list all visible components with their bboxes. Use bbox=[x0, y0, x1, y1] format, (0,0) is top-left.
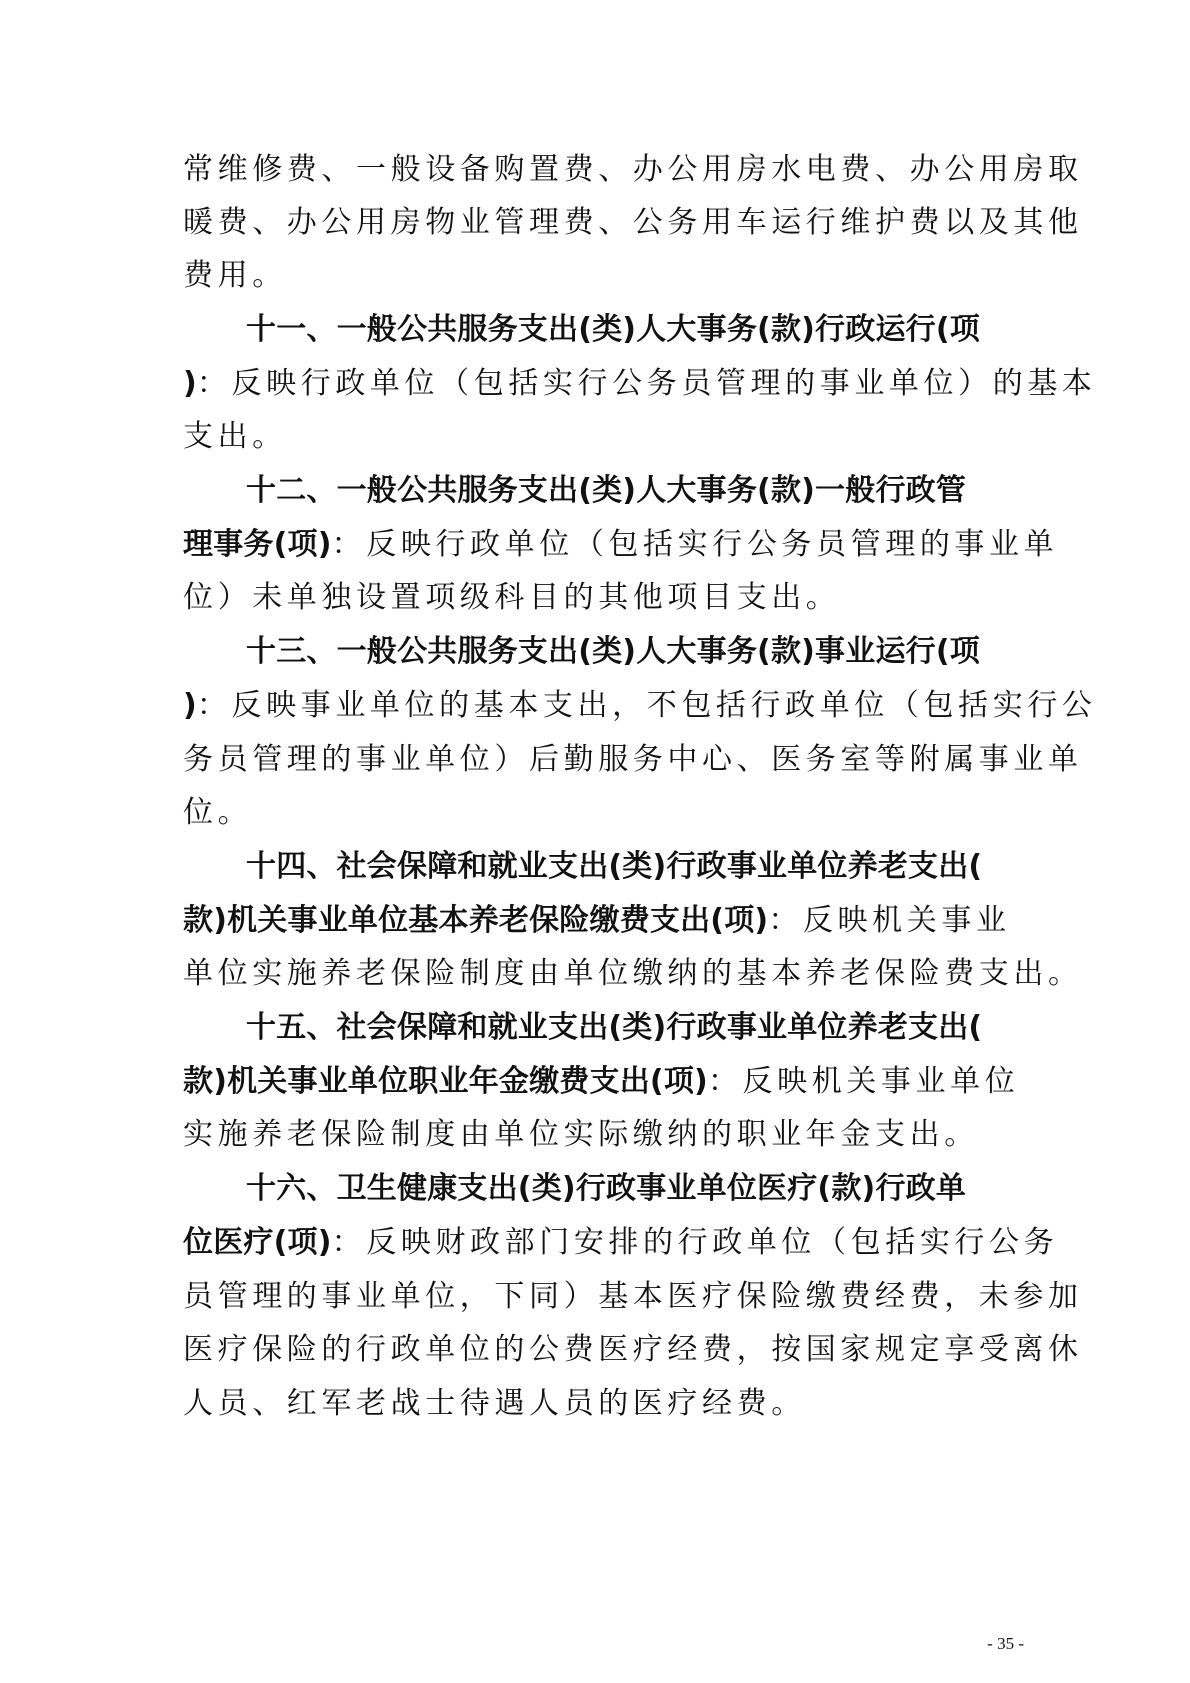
body-text-segment: ：反映机关事业单位 bbox=[707, 1064, 1020, 1099]
body-text-segment: 务员管理的事业单位）后勤服务中心、医务室等附属事业单 bbox=[183, 742, 1083, 777]
heading-text: ) bbox=[183, 688, 197, 723]
text-line bbox=[183, 1117, 979, 1153]
body-text-segment: ：反映行政单位（包括实行公务员管理的事业单 bbox=[331, 527, 1059, 562]
text-line bbox=[183, 956, 1083, 992]
text-line bbox=[183, 1279, 1083, 1315]
heading-text: 十六、卫生健康支出(类)行政事业单位医疗(款)行政单 bbox=[246, 1171, 967, 1206]
paragraph-heading-line bbox=[246, 634, 980, 670]
body-text-segment: ：反映财政部门安排的行政单位（包括实行公务 bbox=[331, 1225, 1059, 1260]
text-line bbox=[183, 795, 252, 831]
text-line bbox=[183, 366, 1097, 402]
text-line bbox=[183, 1332, 1083, 1368]
body-text-segment: 支出。 bbox=[183, 419, 287, 454]
body-text-segment: ：反映机关事业 bbox=[768, 903, 1011, 938]
body-text-segment: 实施养老保险制度由单位实际缴纳的职业年金支出。 bbox=[183, 1117, 979, 1152]
text-line bbox=[183, 152, 1083, 188]
body-text-segment: 员管理的事业单位，下同）基本医疗保险缴费经费，未参加 bbox=[183, 1279, 1083, 1314]
heading-text: 十四、社会保障和就业支出(类)行政事业单位养老支出( bbox=[246, 849, 983, 884]
paragraph-heading-line bbox=[246, 312, 980, 348]
text-line bbox=[183, 258, 287, 294]
body-text-segment: 人员、红军老战士待遇人员的医疗经费。 bbox=[183, 1386, 806, 1421]
body-text-segment: ：反映行政单位（包括实行公务员管理的事业单位）的基本 bbox=[196, 366, 1097, 401]
body-text-segment: ：反映事业单位的基本支出，不包括行政单位（包括实行公 bbox=[196, 688, 1097, 723]
text-line bbox=[183, 903, 1011, 939]
body-text-segment: 常维修费、一般设备购置费、办公用房水电费、办公用房取 bbox=[183, 152, 1083, 187]
heading-text: 款)机关事业单位基本养老保险缴费支出(项) bbox=[183, 903, 769, 938]
text-line bbox=[183, 527, 1058, 563]
body-text-segment: 位。 bbox=[183, 795, 253, 830]
heading-text: 款)机关事业单位职业年金缴费支出(项) bbox=[183, 1064, 708, 1099]
heading-text: 位医疗(项) bbox=[183, 1225, 332, 1260]
body-text-segment: 暖费、办公用房物业管理费、公务用车运行维护费以及其他 bbox=[183, 205, 1083, 240]
heading-text: 十五、社会保障和就业支出(类)行政事业单位养老支出( bbox=[246, 1010, 983, 1045]
paragraph-heading-line bbox=[246, 1010, 982, 1046]
body-text-segment: 位）未单独设置项级科目的其他项目支出。 bbox=[183, 580, 841, 615]
paragraph-heading-line bbox=[246, 473, 966, 509]
body-text-segment: 费用。 bbox=[183, 258, 287, 293]
text-line bbox=[183, 1064, 1019, 1100]
text-line bbox=[183, 688, 1097, 724]
text-line bbox=[183, 1386, 806, 1422]
paragraph-heading-line bbox=[246, 1171, 966, 1207]
page-number: - 35 - bbox=[987, 1634, 1024, 1653]
body-text-segment: 单位实施养老保险制度由单位缴纳的基本养老保险费支出。 bbox=[183, 956, 1083, 991]
heading-text: ) bbox=[183, 366, 197, 401]
body-text-segment: 医疗保险的行政单位的公费医疗经费，按国家规定享受离休 bbox=[183, 1332, 1083, 1367]
heading-text: 十三、一般公共服务支出(类)人大事务(款)事业运行(项 bbox=[246, 634, 980, 669]
text-line bbox=[183, 1225, 1058, 1261]
heading-text: 理事务(项) bbox=[183, 527, 332, 562]
text-line bbox=[183, 419, 287, 455]
text-line bbox=[183, 205, 1083, 241]
paragraph-heading-line bbox=[246, 849, 982, 885]
text-line bbox=[183, 742, 1083, 778]
heading-text: 十二、一般公共服务支出(类)人大事务(款)一般行政管 bbox=[246, 473, 967, 508]
heading-text: 十一、一般公共服务支出(类)人大事务(款)行政运行(项 bbox=[246, 312, 980, 347]
text-line bbox=[183, 580, 840, 616]
